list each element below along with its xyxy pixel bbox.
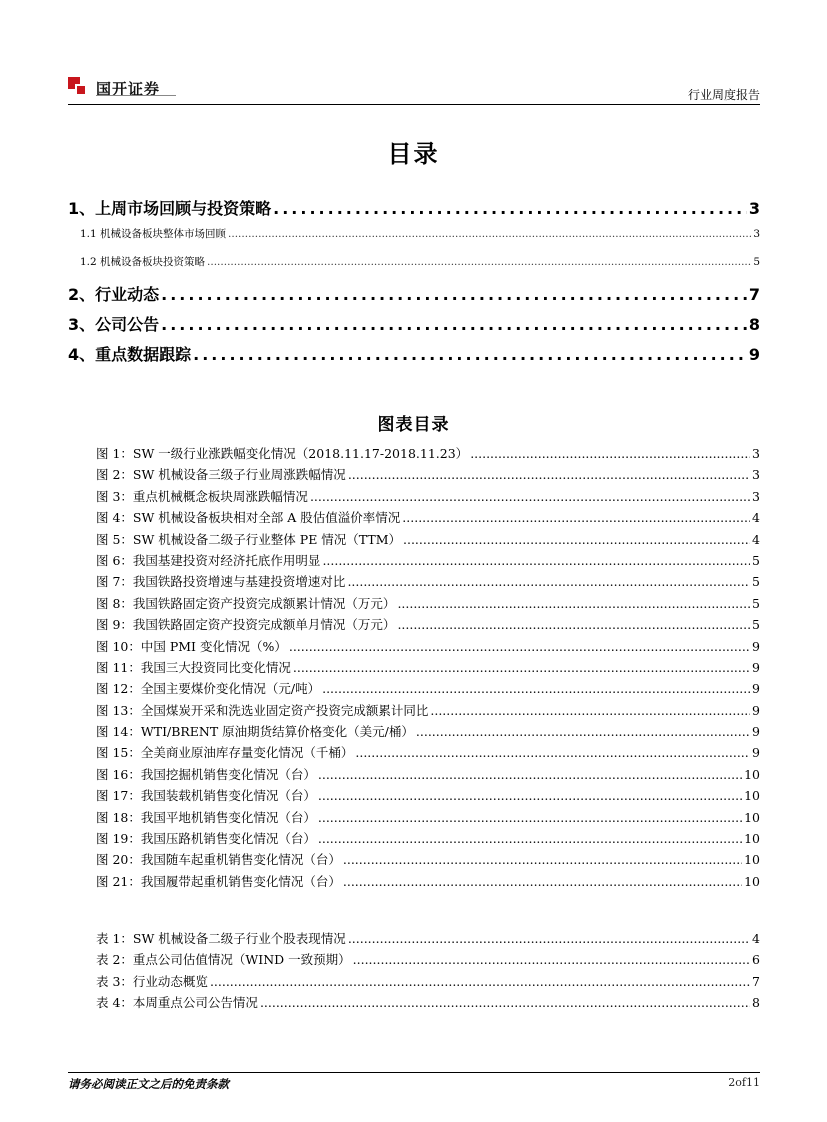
figure-entry[interactable]: [96, 551, 760, 572]
figure-entry-label: 图 10：中国 PMI 变化情况（%）: [96, 638, 287, 654]
toc-entry-page: 3: [748, 199, 760, 218]
page-header: [68, 74, 760, 104]
page-number: 2of11: [728, 1076, 760, 1089]
figure-entry[interactable]: [96, 508, 760, 529]
table-entry-page: 6: [752, 952, 760, 968]
figure-entry-label: 图 3：重点机械概念板块周涨跌幅情况: [96, 488, 308, 504]
dot-leader: [470, 446, 750, 461]
logo-underline: [96, 95, 176, 98]
figure-entry-page: 5: [752, 552, 760, 568]
dot-leader: [322, 681, 750, 696]
figure-entry-label: 图 4：SW 机械设备板块相对全部 A 股估值溢价率情况: [96, 510, 401, 526]
figure-entry-label: 图 19：我国压路机销售变化情况（台）: [96, 831, 316, 847]
figure-entry[interactable]: [96, 465, 760, 486]
toc-entry[interactable]: [68, 282, 760, 312]
figure-list-title: 图表目录: [377, 415, 450, 435]
dot-leader: [161, 315, 747, 334]
figure-entry-label: 图 20：我国随车起重机销售变化情况（台）: [96, 852, 341, 868]
toc-entry-label: 1.2 机械设备板块投资策略: [80, 256, 206, 268]
figure-entry-label: 图 18：我国平地机销售变化情况（台）: [96, 809, 316, 825]
figure-entry-page: 9: [752, 638, 760, 654]
logo-mark-icon: [68, 77, 90, 99]
figure-entry-label: 图 1：SW 一级行业涨跌幅变化情况（2018.11.17-2018.11.23）: [96, 446, 469, 461]
dot-leader: [289, 639, 750, 654]
toc-title: 目录: [387, 140, 440, 168]
table-list: [96, 929, 760, 1015]
figure-entry-page: 9: [752, 745, 760, 761]
figure-entry-label: 图 9：我国铁路固定资产投资完成额单月情况（万元）: [96, 617, 396, 633]
figure-entry-page: 10: [744, 788, 760, 804]
table-entry-page: 8: [752, 995, 760, 1011]
figure-entry-label: 图 15：全美商业原油库存量变化情况（千桶）: [96, 745, 354, 761]
figure-entry-page: 5: [752, 595, 760, 611]
dot-leader: [318, 831, 742, 846]
figure-entry[interactable]: [96, 530, 760, 551]
figure-entry-label: 图 8：我国铁路固定资产投资完成额累计情况（万元）: [96, 595, 396, 611]
figure-entry-page: 9: [752, 702, 760, 718]
toc-entry-page: 5: [753, 256, 760, 268]
figure-entry-label: 图 11：我国三大投资同比变化情况: [96, 659, 291, 675]
dot-leader: [348, 467, 750, 482]
figure-entry-label: 图 12：全国主要煤价变化情况（元/吨）: [96, 681, 321, 697]
figure-entry-page: 5: [752, 617, 760, 633]
dot-leader: [403, 532, 750, 547]
toc-entry-label: 2、行业动态: [68, 285, 160, 304]
dot-leader: [397, 596, 750, 611]
toc-entry-label: 3、公司公告: [68, 315, 160, 334]
dot-leader: [228, 228, 751, 240]
figure-entry-page: 4: [752, 531, 760, 547]
dot-leader: [293, 660, 750, 675]
dot-leader: [260, 995, 750, 1010]
dot-leader: [416, 724, 750, 739]
figure-entry-label: 图 5：SW 机械设备二级子行业整体 PE 情况（TTM）: [96, 531, 401, 547]
figure-entry[interactable]: [96, 572, 760, 593]
dot-leader: [348, 931, 750, 946]
figure-entry[interactable]: [96, 786, 760, 807]
figure-entry[interactable]: [96, 850, 760, 871]
dot-leader: [322, 553, 750, 568]
dot-leader: [397, 617, 750, 632]
dot-leader: [343, 874, 742, 889]
figure-entry[interactable]: [96, 829, 760, 850]
figure-entry-page: 10: [744, 873, 760, 889]
figure-entry-label: 图 17：我国装载机销售变化情况（台）: [96, 788, 316, 804]
dot-leader: [343, 852, 742, 867]
figure-entry[interactable]: [96, 701, 760, 722]
figure-entry[interactable]: [96, 444, 760, 465]
figure-entry-page: 9: [752, 681, 760, 697]
figure-entry-label: 图 16：我国挖掘机销售变化情况（台）: [96, 766, 316, 782]
figure-entry-label: 图 2：SW 机械设备三级子行业周涨跌幅情况: [96, 467, 346, 483]
dot-leader: [318, 810, 742, 825]
dot-leader: [355, 745, 750, 760]
figure-entry-page: 4: [752, 510, 760, 526]
figure-entry-page: 9: [752, 659, 760, 675]
dot-leader: [318, 788, 742, 803]
figure-entry[interactable]: [96, 594, 760, 615]
table-entry-page: 7: [752, 973, 760, 989]
toc-entry-page: 3: [753, 228, 760, 240]
dot-leader: [273, 199, 747, 218]
toc-entry[interactable]: [68, 312, 760, 342]
dot-leader: [207, 256, 751, 268]
dot-leader: [430, 703, 750, 718]
dot-leader: [347, 574, 750, 589]
figure-entry[interactable]: [96, 872, 760, 893]
figure-list: [96, 444, 760, 893]
figure-entry-page: 10: [744, 766, 760, 782]
table-entry-label: 表 4：本周重点公司公告情况: [96, 995, 258, 1011]
dot-leader: [193, 345, 747, 364]
figure-entry[interactable]: [96, 765, 760, 786]
logo-text: 国开证券: [96, 79, 161, 98]
footer-divider: [68, 1072, 760, 1073]
table-entry-label: 表 3：行业动态概览: [96, 973, 208, 989]
figure-entry-label: 图 7：我国铁路投资增速与基建投资增速对比: [96, 574, 346, 590]
table-entry[interactable]: [96, 972, 760, 993]
table-entry-label: 表 2：重点公司估值情况（WIND 一致预期）: [96, 952, 351, 968]
toc-entry-label: 4、重点数据跟踪: [68, 345, 192, 364]
document-type: 行业周度报告: [687, 88, 760, 102]
dot-leader: [318, 767, 742, 782]
header-divider: [68, 104, 760, 105]
figure-entry[interactable]: [96, 743, 760, 764]
table-entry-label: 表 1：SW 机械设备二级子行业个股表现情况: [96, 931, 346, 946]
figure-entry-page: 10: [744, 831, 760, 847]
figure-entry-page: 10: [744, 809, 760, 825]
figure-entry-label: 图 13：全国煤炭开采和洗选业固定资产投资完成额累计同比: [96, 702, 429, 718]
table-entry[interactable]: [96, 929, 760, 950]
figure-entry-page: 3: [752, 488, 760, 504]
toc-entry-page: 9: [748, 345, 760, 364]
dot-leader: [161, 285, 747, 304]
dot-leader: [353, 952, 750, 967]
toc-entry[interactable]: [68, 196, 760, 226]
toc-subentry[interactable]: [68, 226, 760, 254]
table-entry[interactable]: [96, 993, 760, 1014]
toc-entry-page: 7: [748, 285, 760, 304]
table-entry[interactable]: [96, 950, 760, 971]
toc-list: [68, 196, 760, 372]
toc-entry-label: 1、上周市场回顾与投资策略: [68, 199, 272, 218]
figure-entry-page: 9: [752, 724, 760, 740]
dot-leader: [310, 489, 750, 504]
figure-entry-page: 5: [752, 574, 760, 590]
figure-entry-page: 3: [752, 467, 760, 483]
figure-entry[interactable]: [96, 658, 760, 679]
figure-entry[interactable]: [96, 722, 760, 743]
figure-entry-label: 图 14：WTI/BRENT 原油期货结算价格变化（美元/桶）: [96, 724, 414, 740]
toc-subentry[interactable]: [68, 254, 760, 282]
figure-entry-label: 图 21：我国履带起重机销售变化情况（台）: [96, 873, 341, 889]
toc-entry[interactable]: [68, 342, 760, 372]
figure-entry[interactable]: [96, 487, 760, 508]
figure-entry-page: 3: [752, 446, 760, 461]
figure-entry[interactable]: [96, 808, 760, 829]
dot-leader: [402, 510, 750, 525]
disclaimer-note: 请务必阅读正文之后的免责条款: [68, 1077, 229, 1091]
dot-leader: [210, 974, 750, 989]
table-entry-page: 4: [752, 931, 760, 946]
figure-entry-label: 图 6：我国基建投资对经济托底作用明显: [96, 552, 321, 568]
figure-entry[interactable]: [96, 679, 760, 700]
figure-entry-page: 10: [744, 852, 760, 868]
toc-entry-page: 8: [748, 315, 760, 334]
toc-entry-label: 1.1 机械设备板块整体市场回顾: [80, 228, 227, 240]
figure-entry[interactable]: [96, 637, 760, 658]
figure-entry[interactable]: [96, 615, 760, 636]
